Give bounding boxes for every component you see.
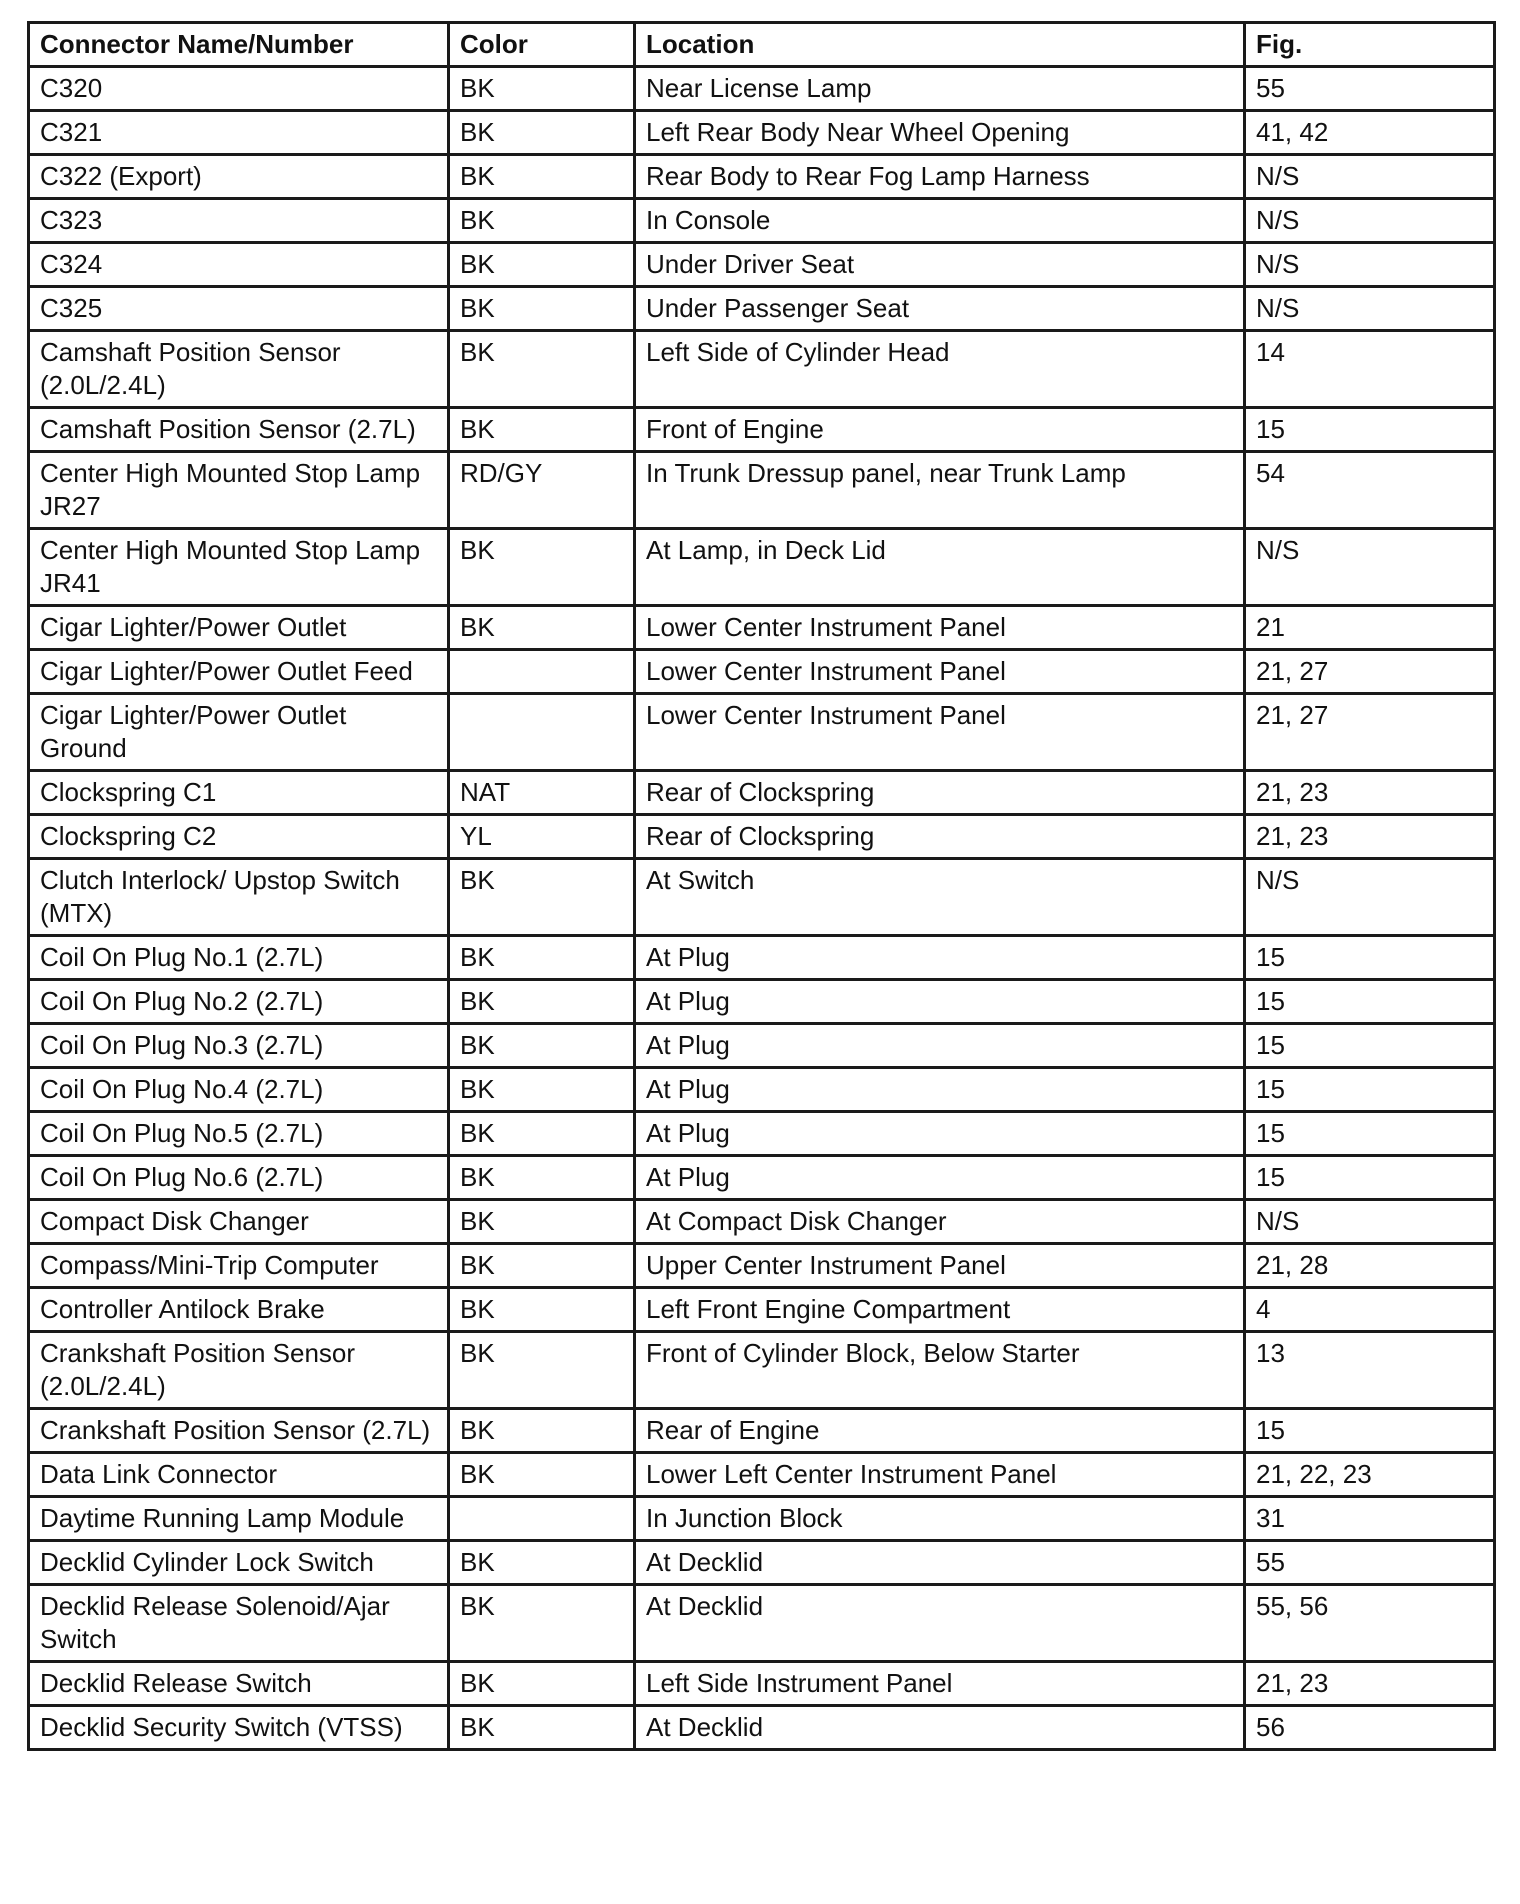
cell-location: At Switch — [635, 859, 1245, 936]
cell-connector-name: Camshaft Position Sensor (2.7L) — [29, 408, 449, 452]
cell-connector-name: C322 (Export) — [29, 155, 449, 199]
cell-location: At Decklid — [635, 1541, 1245, 1585]
table-row — [29, 199, 1495, 243]
cell-location: At Plug — [635, 980, 1245, 1024]
cell-connector-name: Center High Mounted Stop Lamp JR27 — [29, 452, 449, 529]
cell-color: BK — [449, 1288, 635, 1332]
cell-color: BK — [449, 243, 635, 287]
cell-color: YL — [449, 815, 635, 859]
table-row — [29, 1662, 1495, 1706]
cell-color: BK — [449, 980, 635, 1024]
cell-color: BK — [449, 606, 635, 650]
cell-fig: 15 — [1245, 408, 1495, 452]
cell-connector-name: Compact Disk Changer — [29, 1200, 449, 1244]
cell-fig: 21 — [1245, 606, 1495, 650]
cell-color — [449, 650, 635, 694]
cell-location: Left Side of Cylinder Head — [635, 331, 1245, 408]
cell-color: BK — [449, 1068, 635, 1112]
cell-connector-name: Data Link Connector — [29, 1453, 449, 1497]
cell-fig: 15 — [1245, 1112, 1495, 1156]
table-row — [29, 980, 1495, 1024]
cell-connector-name: Crankshaft Position Sensor (2.0L/2.4L) — [29, 1332, 449, 1409]
cell-location: Lower Center Instrument Panel — [635, 694, 1245, 771]
cell-connector-name: Cigar Lighter/Power Outlet Feed — [29, 650, 449, 694]
table-row — [29, 111, 1495, 155]
table-row — [29, 1288, 1495, 1332]
cell-location: Rear Body to Rear Fog Lamp Harness — [635, 155, 1245, 199]
table-row — [29, 408, 1495, 452]
cell-location: In Console — [635, 199, 1245, 243]
cell-color: BK — [449, 111, 635, 155]
table-row — [29, 1585, 1495, 1662]
table-row — [29, 859, 1495, 936]
header-location: Location — [635, 23, 1245, 67]
table-row — [29, 1200, 1495, 1244]
cell-color: NAT — [449, 771, 635, 815]
cell-fig: N/S — [1245, 287, 1495, 331]
cell-location: At Decklid — [635, 1585, 1245, 1662]
cell-connector-name: Center High Mounted Stop Lamp JR41 — [29, 529, 449, 606]
cell-color — [449, 694, 635, 771]
cell-color: BK — [449, 287, 635, 331]
cell-fig: 21, 22, 23 — [1245, 1453, 1495, 1497]
cell-fig: 14 — [1245, 331, 1495, 408]
cell-fig: N/S — [1245, 1200, 1495, 1244]
table-row — [29, 606, 1495, 650]
cell-fig: 56 — [1245, 1706, 1495, 1750]
cell-color: BK — [449, 1662, 635, 1706]
table-row — [29, 1244, 1495, 1288]
cell-connector-name: Decklid Cylinder Lock Switch — [29, 1541, 449, 1585]
cell-fig: 15 — [1245, 1409, 1495, 1453]
cell-connector-name: Clockspring C2 — [29, 815, 449, 859]
table-row — [29, 331, 1495, 408]
table-row — [29, 155, 1495, 199]
cell-location: Rear of Engine — [635, 1409, 1245, 1453]
cell-color: BK — [449, 1244, 635, 1288]
cell-fig: 21, 27 — [1245, 694, 1495, 771]
cell-fig: 15 — [1245, 980, 1495, 1024]
cell-color: BK — [449, 1200, 635, 1244]
cell-fig: 54 — [1245, 452, 1495, 529]
cell-location: At Plug — [635, 936, 1245, 980]
cell-fig: N/S — [1245, 243, 1495, 287]
cell-connector-name: Coil On Plug No.4 (2.7L) — [29, 1068, 449, 1112]
cell-location: Under Passenger Seat — [635, 287, 1245, 331]
cell-connector-name: Coil On Plug No.6 (2.7L) — [29, 1156, 449, 1200]
cell-connector-name: C321 — [29, 111, 449, 155]
cell-color: BK — [449, 155, 635, 199]
cell-location: At Lamp, in Deck Lid — [635, 529, 1245, 606]
cell-color: BK — [449, 1585, 635, 1662]
table-row — [29, 1156, 1495, 1200]
cell-connector-name: Compass/Mini-Trip Computer — [29, 1244, 449, 1288]
cell-fig: N/S — [1245, 199, 1495, 243]
cell-location: Left Front Engine Compartment — [635, 1288, 1245, 1332]
cell-location: In Junction Block — [635, 1497, 1245, 1541]
cell-fig: 15 — [1245, 1024, 1495, 1068]
table-row — [29, 1409, 1495, 1453]
table-row — [29, 694, 1495, 771]
cell-location: At Compact Disk Changer — [635, 1200, 1245, 1244]
cell-location: At Plug — [635, 1024, 1245, 1068]
cell-fig: 55 — [1245, 67, 1495, 111]
cell-location: Lower Center Instrument Panel — [635, 650, 1245, 694]
table-row — [29, 1453, 1495, 1497]
header-fig: Fig. — [1245, 23, 1495, 67]
cell-color: BK — [449, 529, 635, 606]
table-row — [29, 1541, 1495, 1585]
cell-fig: 15 — [1245, 1156, 1495, 1200]
cell-connector-name: Crankshaft Position Sensor (2.7L) — [29, 1409, 449, 1453]
cell-color — [449, 1497, 635, 1541]
cell-color: BK — [449, 1453, 635, 1497]
cell-color: BK — [449, 1112, 635, 1156]
cell-fig: N/S — [1245, 529, 1495, 606]
cell-connector-name: C320 — [29, 67, 449, 111]
header-color: Color — [449, 23, 635, 67]
table-row — [29, 936, 1495, 980]
cell-fig: 15 — [1245, 1068, 1495, 1112]
table-row — [29, 67, 1495, 111]
cell-connector-name: Daytime Running Lamp Module — [29, 1497, 449, 1541]
cell-connector-name: Decklid Release Switch — [29, 1662, 449, 1706]
cell-color: BK — [449, 1156, 635, 1200]
cell-connector-name: C323 — [29, 199, 449, 243]
cell-fig: 21, 28 — [1245, 1244, 1495, 1288]
cell-fig: 4 — [1245, 1288, 1495, 1332]
cell-color: BK — [449, 67, 635, 111]
table-row — [29, 771, 1495, 815]
cell-color: BK — [449, 199, 635, 243]
cell-color: BK — [449, 1409, 635, 1453]
cell-location: Left Rear Body Near Wheel Opening — [635, 111, 1245, 155]
cell-color: BK — [449, 936, 635, 980]
cell-connector-name: Coil On Plug No.3 (2.7L) — [29, 1024, 449, 1068]
table-row — [29, 243, 1495, 287]
cell-connector-name: Coil On Plug No.5 (2.7L) — [29, 1112, 449, 1156]
cell-color: BK — [449, 859, 635, 936]
cell-fig: N/S — [1245, 859, 1495, 936]
table-row — [29, 452, 1495, 529]
cell-fig: 15 — [1245, 936, 1495, 980]
cell-location: Rear of Clockspring — [635, 771, 1245, 815]
cell-location: Front of Cylinder Block, Below Starter — [635, 1332, 1245, 1409]
cell-location: Under Driver Seat — [635, 243, 1245, 287]
cell-connector-name: Clutch Interlock/ Upstop Switch (MTX) — [29, 859, 449, 936]
cell-fig: N/S — [1245, 155, 1495, 199]
header-connector: Connector Name/Number — [29, 23, 449, 67]
connector-table — [27, 21, 1496, 1751]
cell-fig: 21, 27 — [1245, 650, 1495, 694]
cell-fig: 21, 23 — [1245, 771, 1495, 815]
table-row — [29, 1112, 1495, 1156]
header-row — [29, 23, 1495, 67]
cell-location: At Plug — [635, 1068, 1245, 1112]
cell-connector-name: C324 — [29, 243, 449, 287]
table-row — [29, 650, 1495, 694]
cell-location: Near License Lamp — [635, 67, 1245, 111]
cell-location: Front of Engine — [635, 408, 1245, 452]
cell-connector-name: Camshaft Position Sensor (2.0L/2.4L) — [29, 331, 449, 408]
cell-connector-name: Coil On Plug No.1 (2.7L) — [29, 936, 449, 980]
cell-fig: 55, 56 — [1245, 1585, 1495, 1662]
table-row — [29, 1068, 1495, 1112]
cell-location: At Plug — [635, 1156, 1245, 1200]
cell-location: At Decklid — [635, 1706, 1245, 1750]
cell-location: Left Side Instrument Panel — [635, 1662, 1245, 1706]
table-body — [29, 67, 1495, 1750]
cell-connector-name: Coil On Plug No.2 (2.7L) — [29, 980, 449, 1024]
table-row — [29, 1706, 1495, 1750]
cell-location: Rear of Clockspring — [635, 815, 1245, 859]
table-row — [29, 529, 1495, 606]
cell-fig: 13 — [1245, 1332, 1495, 1409]
cell-connector-name: Decklid Security Switch (VTSS) — [29, 1706, 449, 1750]
cell-location: In Trunk Dressup panel, near Trunk Lamp — [635, 452, 1245, 529]
cell-fig: 21, 23 — [1245, 1662, 1495, 1706]
cell-color: BK — [449, 1024, 635, 1068]
table-row — [29, 1024, 1495, 1068]
table-row — [29, 815, 1495, 859]
cell-location: At Plug — [635, 1112, 1245, 1156]
cell-connector-name: Cigar Lighter/Power Outlet — [29, 606, 449, 650]
cell-color: BK — [449, 1332, 635, 1409]
cell-location: Lower Center Instrument Panel — [635, 606, 1245, 650]
cell-fig: 41, 42 — [1245, 111, 1495, 155]
cell-color: BK — [449, 408, 635, 452]
cell-fig: 55 — [1245, 1541, 1495, 1585]
cell-color: BK — [449, 1706, 635, 1750]
cell-fig: 31 — [1245, 1497, 1495, 1541]
cell-color: BK — [449, 331, 635, 408]
table-row — [29, 1332, 1495, 1409]
cell-connector-name: C325 — [29, 287, 449, 331]
cell-connector-name: Controller Antilock Brake — [29, 1288, 449, 1332]
cell-connector-name: Clockspring C1 — [29, 771, 449, 815]
table-row — [29, 287, 1495, 331]
cell-connector-name: Cigar Lighter/Power Outlet Ground — [29, 694, 449, 771]
cell-color: BK — [449, 1541, 635, 1585]
cell-color: RD/GY — [449, 452, 635, 529]
cell-location: Lower Left Center Instrument Panel — [635, 1453, 1245, 1497]
cell-connector-name: Decklid Release Solenoid/Ajar Switch — [29, 1585, 449, 1662]
cell-fig: 21, 23 — [1245, 815, 1495, 859]
cell-location: Upper Center Instrument Panel — [635, 1244, 1245, 1288]
table-row — [29, 1497, 1495, 1541]
